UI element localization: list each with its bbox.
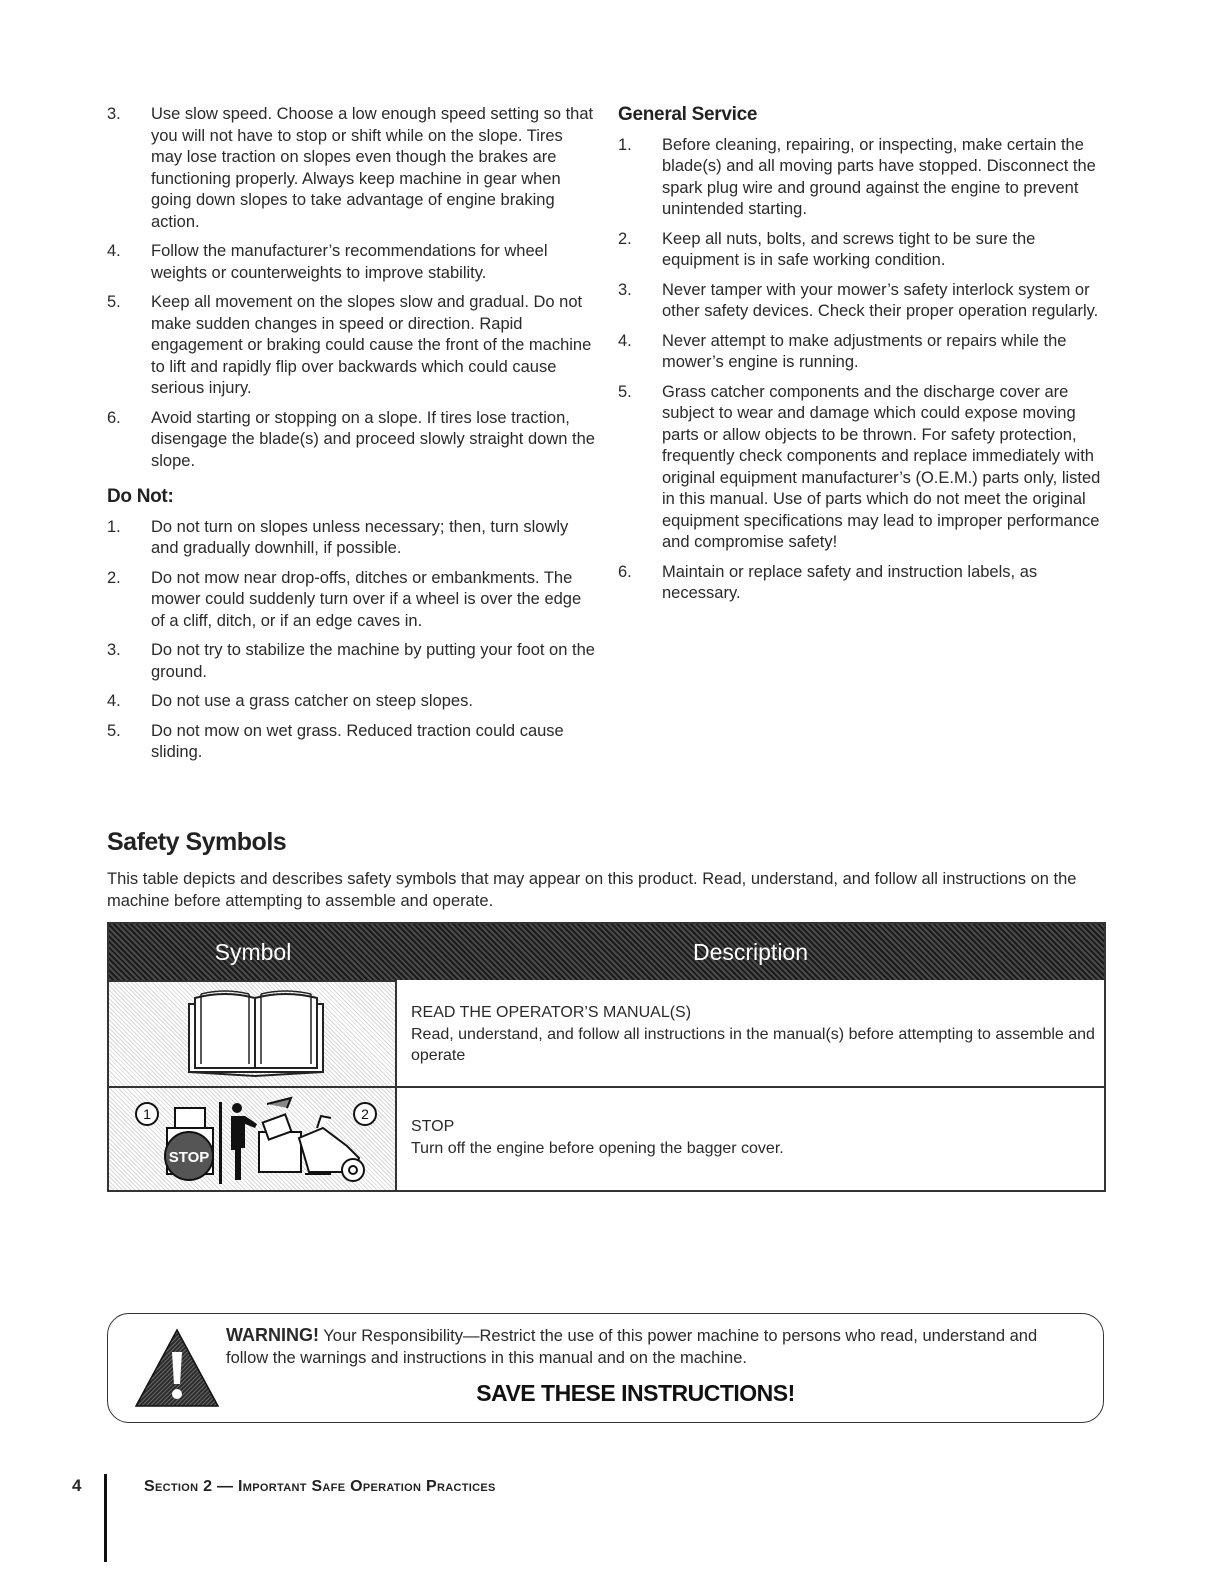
list-item: 6. Maintain or replace safety and instruction labels, as necessary. [618,562,1038,602]
warning-box [107,1313,1104,1423]
section-footer: Section 2 — Important Safe Operation Practices [144,1478,496,1495]
list-item: 1. Before cleaning, repairing, or inspecting, make certain the blade(s) and all moving parts have stopped. Disconnect the spark plug wire and ground against the engine to prevent unintended starting. [618,135,1096,218]
left-column [107,104,597,772]
table-row [109,980,1104,1088]
step-one-marker [136,1103,158,1125]
warning-body: Your Responsibility—Restrict the use of this power machine to persons who read, understand and follow the warnings and instructions in this manual and on the machine. [226,1327,1038,1367]
symbol-cell [109,980,397,1086]
list-item: 2. Keep all nuts, bolts, and screws tight to be sure the equipment is in safe working condition. [618,229,1036,269]
right-column [618,104,1110,613]
step-one-label: 1 [143,1106,151,1122]
page-number: 4 [72,1476,82,1495]
column-header-symbol: Symbol [214,939,292,965]
list-item: 3. Never tamper with your mower’s safety interlock system or other safety devices. Check their proper operation regularly. [618,280,1099,320]
step-two-marker [354,1103,376,1125]
stop-engine-bagger-icon [109,1088,395,1190]
warning-label: WARNING! [226,1325,319,1345]
list-item: 1. Do not turn on slopes unless necessary; then, turn slowly and gradually downhill, if possible. [107,517,569,557]
symbol-description: Turn off the engine before opening the bagger cover. [411,1139,784,1157]
description-cell [397,980,1104,1086]
step-two-label: 2 [361,1106,369,1122]
engine-stop-icon [165,1108,213,1180]
save-instructions-heading: SAVE THESE INSTRUCTIONS! [476,1380,795,1406]
table-row [109,1088,1104,1190]
operator-figure-icon [231,1103,257,1180]
warning-text [226,1324,1076,1369]
column-header-description: Description [692,939,809,965]
list-item: 4. Follow the manufacturer’s recommendations for wheel weights or counterweights to improve stability. [107,242,548,282]
symbol-cell [109,1088,397,1190]
operators-manual-book-icon [109,980,395,1084]
list-item: 5. Grass catcher components and the discharge cover are subject to wear and damage which could expose moving parts or allow objects to be thrown. For safety protection, frequently check components and replace immediately with original equipment manufacturer’s (O.E.M.) parts only, listed in this manual. Use of parts which do not meet the original equipment specifications may lead to improper performance and compromise safety! [618,382,1101,551]
footer-divider [104,1474,107,1562]
general-service-list [618,135,1110,605]
safety-symbols-title: Safety Symbols [107,828,287,856]
bagger-mower-icon [259,1098,364,1181]
list-item: 5. Keep all movement on the slopes slow and gradual. Do not make sudden changes in speed or direction. Rapid engagement or braking could cause the front of the machine to lift and rapidly flip over backwards which could cause serious injury. [107,293,592,397]
safety-symbols-intro: This table depicts and describes safety symbols that may appear on this product. Read, understand, and follow all instructions on the machine before attempting to assemble and operate. [107,870,1077,910]
list-item: 2. Do not mow near drop-offs, ditches or embankments. The mower could suddenly turn over if a wheel is over the edge of a cliff, ditch, or if an edge caves in. [107,568,582,630]
list-item: 4. Never attempt to make adjustments or repairs while the mower’s engine is running. [618,331,1067,371]
safety-symbols-table [107,922,1106,1192]
list-item: 5. Do not mow on wet grass. Reduced traction could cause sliding. [107,721,564,761]
list-item: 3. Do not try to stabilize the machine by putting your foot on the ground. [107,641,595,681]
list-item: 4. Do not use a grass catcher on steep slopes. [107,692,473,710]
description-cell [397,1088,1104,1190]
symbol-title: STOP [411,1118,455,1135]
do-not-heading: Do Not: [107,486,174,507]
do-not-list [107,517,597,764]
list-item: 6. Avoid starting or stopping on a slope. If tires lose traction, disengage the blade(s) and proceed slowly straight down the slope. [107,408,595,470]
symbol-description: Read, understand, and follow all instructions in the manual(s) before attempting to assemble and operate [411,1025,1095,1064]
stop-sign-label: STOP [168,1149,210,1166]
slope-practices-list [107,104,597,472]
list-item: 3. Use slow speed. Choose a low enough speed setting so that you will not have to stop or shift while on the slope. Tires may lose traction on slopes even though the brakes are functioning properly. Always keep machine in gear when going down slopes to take advantage of engine braking action. [107,105,594,231]
symbol-title: READ THE OPERATOR’S MANUAL(S) [411,1004,692,1021]
table-header [109,924,1104,982]
general-service-heading: General Service [618,104,758,125]
